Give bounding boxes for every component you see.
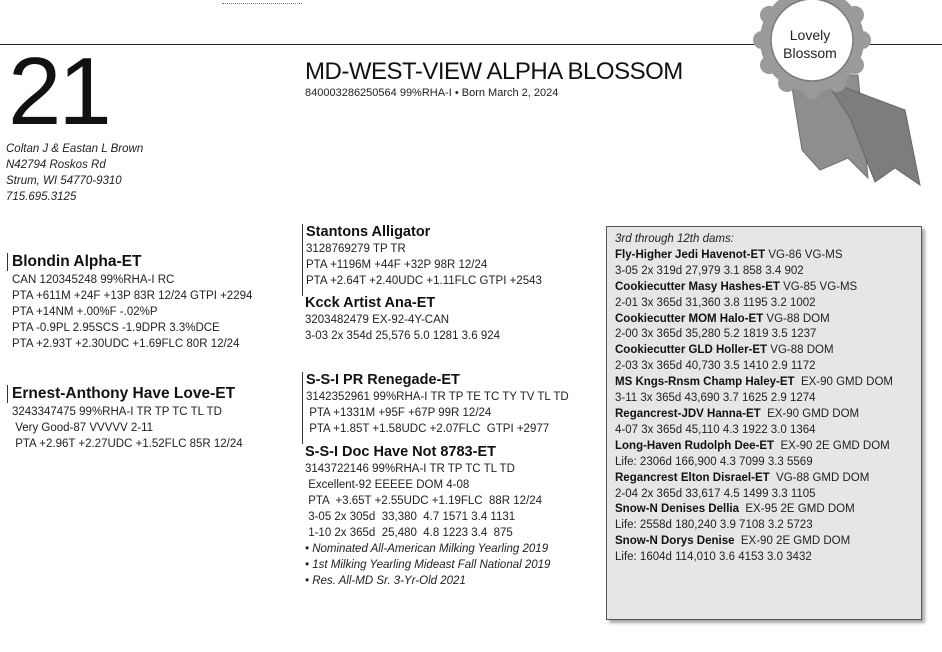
dam-entry-class: EX-95 2E GMD DOM [738,503,855,516]
sire-line: CAN 120345248 99%RHA-I RC [12,274,175,286]
dam-entry [615,312,914,328]
dam-entry-name: Snow-N Dorys Denise [615,535,735,548]
dam-entry-name: Regancrest Elton Disrael-ET [615,471,770,484]
sire-line: PTA +2.93T +2.30UDC +1.69FLC 80R 12/24 [12,338,240,350]
dam-entry-class: EX-90 GMD DOM [794,376,893,389]
ancestral-dams-box [606,226,922,620]
dam-entry [615,534,914,550]
dam-entry-class: EX-90 2E GMD DOM [734,535,851,548]
dam-dam-honor: • 1st Milking Yearling Mideast Fall National 2019 [305,559,551,571]
dams-heading: 3rd through 12th dams: [615,233,734,245]
ribbon-line-1: Lovely [789,27,831,43]
dam-dam-honor: • Res. All-MD Sr. 3-Yr-Old 2021 [305,575,466,587]
sire-sire-block [302,224,542,296]
dam-entry-name: Cookiecutter MOM Halo-ET [615,312,764,325]
sire-line: PTA +14NM +.00%F -.02%P [12,306,158,318]
dam-line: Very Good-87 VVVVV 2-11 [12,422,154,434]
sire-dam-block [305,295,500,344]
sire-line: PTA -0.9PL 2.95SCS -1.9DPR 3.3%DCE [12,322,220,334]
dam-entry [615,471,914,487]
dam-entry-class: EX-90 2E GMD DOM [774,439,890,452]
sire-dam-name: Kcck Artist Ana-ET [305,295,436,311]
lot-number: 21 [8,38,109,145]
dam-dam-line: 3-05 2x 305d 33,380 4.7 1571 3.4 1131 [305,511,516,523]
dam-entry-class: VG-88 DOM [767,344,834,357]
dam-dam-line: 3143722146 99%RHA-I TR TP TC TL TD [305,463,515,475]
dam-entry-name: Long-Haven Rudolph Dee-ET [615,439,775,452]
dam-entry-class: VG-86 VG-MS [765,248,843,261]
sire-name: Blondin Alpha-ET [12,253,142,270]
dam-entry-class: VG-88 GMD DOM [769,471,870,484]
breeder-name: Coltan J & Eastan L Brown [6,143,144,155]
top-edge-mark [222,0,312,4]
dam-dam-block [305,444,550,589]
breeder-city: Strum, WI 54770-9310 [6,175,122,187]
dam-entry-name: Snow-N Denises Dellia [615,503,739,516]
dam-dam-line: Excellent-92 EEEEE DOM 4-08 [305,479,470,491]
sire-sire-line: PTA +1196M +44F +32P 98R 12/24 [306,259,488,271]
dam-entry [615,375,914,391]
dam-entry-name: Cookiecutter Masy Hashes-ET [615,280,780,293]
dam-sire-line: PTA +1.85T +1.58UDC +2.07FLC GTPI +2977 [306,423,550,435]
dam-entry [615,407,914,423]
dam-block [7,385,235,403]
sire-dam-line: 3-03 2x 354d 25,576 5.0 1281 3.6 924 [305,330,501,342]
dam-sire-name: S-S-I PR Renegade-ET [306,372,460,388]
dam-entry-name: MS Kngs-Rnsm Champ Haley-ET [615,376,795,389]
animal-name: MD-WEST-VIEW ALPHA BLOSSOM [305,58,683,85]
dam-details [12,404,243,452]
dam-entry-record: 2-00 3x 365d 35,280 5.2 1819 3.5 1237 [615,328,817,341]
dam-entry [615,280,914,296]
dam-entry-record: 3-11 3x 365d 43,690 3.7 1625 2.9 1274 [615,392,816,405]
dam-entry-record: 2-04 2x 365d 33,617 4.5 1499 3.3 1105 [615,487,816,500]
dam-entry [615,439,914,455]
ribbon-text [774,26,846,62]
dam-entry-record: Life: 2558d 180,240 3.9 7108 3.2 5723 [615,519,813,532]
dam-entry-name: Cookiecutter GLD Holler-ET [615,344,768,357]
sire-sire-line: PTA +2.64T +2.40UDC +1.11FLC GTPI +2543 [306,275,542,287]
breeder-address: N42794 Roskos Rd [6,159,106,171]
dam-sire-line: PTA +1331M +95F +67P 99R 12/24 [306,407,492,419]
dam-entry-class: EX-90 GMD DOM [760,407,860,420]
dam-entry-class: VG-88 DOM [763,312,830,325]
dam-dam-name: S-S-I Doc Have Not 8783-ET [305,444,496,460]
sire-sire-name: Stantons Alligator [306,224,431,240]
dam-entry-record: Life: 1604d 114,010 3.6 4153 3.0 3432 [615,551,812,564]
sire-dam-line: 3203482479 EX-92-4Y-CAN [305,314,450,326]
sire-sire-line: 3128769279 TP TR [306,243,406,255]
dam-sire-line: 3142352961 99%RHA-I TR TP TE TC TY TV TL TD [306,391,569,403]
dam-entry-record: 3-05 2x 319d 27,979 3.1 858 3.4 902 [615,264,804,277]
animal-id-line: 840003286250564 99%RHA-I • Born March 2, 2024 [305,87,559,99]
dam-name: Ernest-Anthony Have Love-ET [12,385,236,402]
dam-entry-name: Regancrest-JDV Hanna-ET [615,407,761,420]
dam-sire-block [302,372,569,444]
dam-dam-honor: • Nominated All-American Milking Yearling 2019 [305,543,549,555]
dam-entry-name: Fly-Higher Jedi Havenot-ET [615,248,766,261]
dam-entry-record: 4-07 3x 365d 45,110 4.3 1922 3.0 1364 [615,423,816,436]
sire-details [12,272,252,352]
sire-line: PTA +611M +24F +13P 83R 12/24 GTPI +2294 [12,290,253,302]
dam-entry-record: 2-03 3x 365d 40,730 3.5 1410 2.9 1172 [615,360,816,373]
dam-entry-class: VG-85 VG-MS [779,280,858,293]
dam-entry-record: 2-01 3x 365d 31,360 3.8 1195 3.2 1002 [615,296,816,309]
ribbon-line-2: Blossom [783,45,837,61]
breeder-phone: 715.695.3125 [6,191,77,203]
sire-block [7,253,141,271]
dam-dam-line: 1-10 2x 365d 25,480 4.8 1223 3.4 875 [305,527,513,539]
dam-entry-record: Life: 2306d 166,900 4.3 7099 3.3 5569 [615,455,813,468]
dam-line: PTA +2.96T +2.27UDC +1.52FLC 85R 12/24 [12,438,243,450]
breeder-info [6,141,143,205]
dam-entry [615,502,914,518]
dam-entry [615,248,914,264]
dam-dam-line: PTA +3.65T +2.55UDC +1.19FLC 88R 12/24 [305,495,543,507]
dam-entry [615,343,914,359]
dam-line: 3243347475 99%RHA-I TR TP TC TL TD [12,406,222,418]
